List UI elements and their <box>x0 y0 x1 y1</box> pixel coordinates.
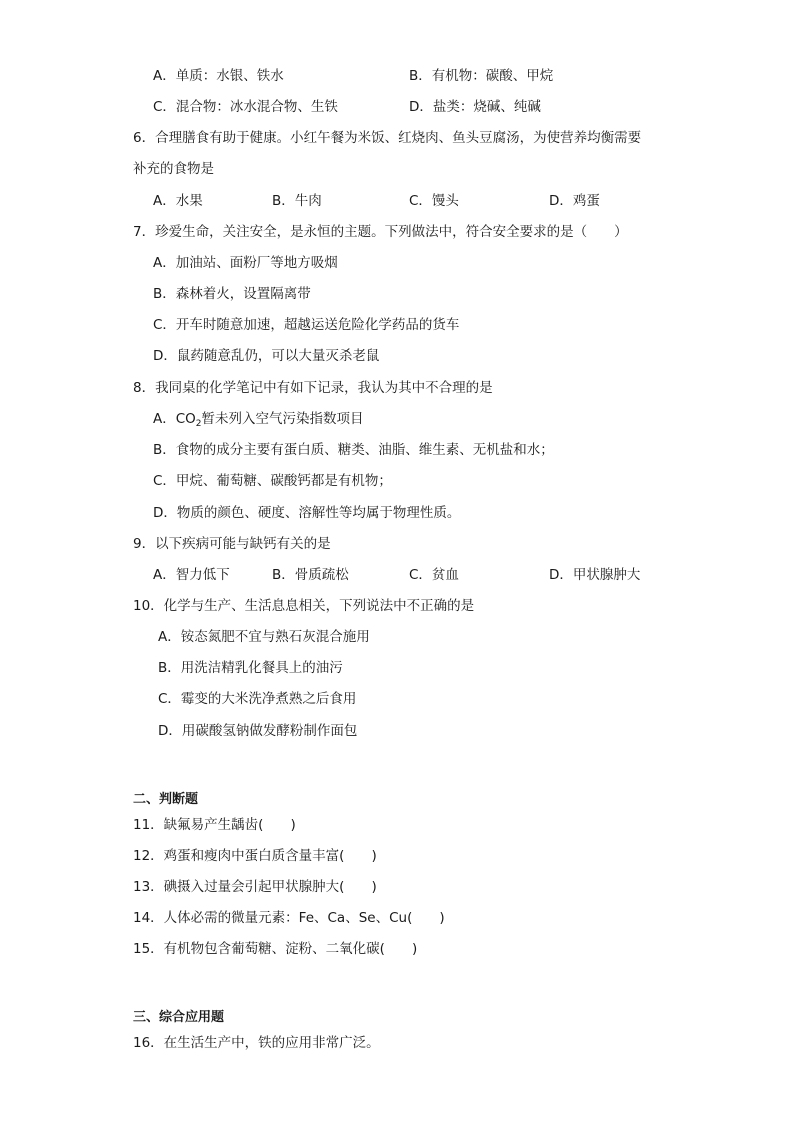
q10-option-c: C．霉变的大米洗净煮熟之后食用 <box>158 691 357 707</box>
q8-option-a-prefix: A．CO <box>153 411 196 427</box>
q8-option-d: D．物质的颜色、硬度、溶解性等均属于物理性质。 <box>153 505 461 521</box>
q9-option-b: B．骨质疏松 <box>272 567 349 583</box>
tf-item-15: 15．有机物包含葡萄糖、淀粉、二氧化碳( ) <box>133 941 418 957</box>
app-item-16: 16．在生活生产中，铁的应用非常广泛。 <box>133 1035 380 1051</box>
q9-stem: 9．以下疾病可能与缺钙有关的是 <box>133 536 331 552</box>
q5-option-a: A．单质：水银、铁水 <box>153 68 284 84</box>
q6-option-d: D．鸡蛋 <box>549 193 600 209</box>
q6-option-b: B．牛肉 <box>272 193 322 209</box>
section3-title: 三、综合应用题 <box>133 1010 225 1025</box>
q10-stem: 10．化学与生产、生活息息相关，下列说法中不正确的是 <box>133 598 475 614</box>
q8-option-a-suffix: 暂未列入空气污染指数项目 <box>201 411 364 427</box>
q10-option-d: D．用碳酸氢钠做发酵粉制作面包 <box>158 723 358 739</box>
q8-option-c: C．甲烷、葡萄糖、碳酸钙都是有机物； <box>153 473 392 489</box>
q6-stem-line2: 补充的食物是 <box>133 161 214 177</box>
q7-option-a: A．加油站、面粉厂等地方吸烟 <box>153 255 338 271</box>
q8-option-a-subscript: 2 <box>195 419 202 429</box>
q9-option-d: D．甲状腺肿大 <box>549 567 641 583</box>
tf-item-14: 14．人体必需的微量元素：Fe、Ca、Se、Cu( ) <box>133 910 445 926</box>
q7-option-d: D．鼠药随意乱仍，可以大量灭杀老鼠 <box>153 348 380 364</box>
q7-stem: 7．珍爱生命，关注安全，是永恒的主题。下列做法中，符合安全要求的是（ ） <box>133 224 628 240</box>
q8-option-b: B．食物的成分主要有蛋白质、糖类、油脂、维生素、无机盐和水； <box>153 442 554 458</box>
q8-stem: 8．我同桌的化学笔记中有如下记录，我认为其中不合理的是 <box>133 380 493 396</box>
q6-option-c: C．馒头 <box>409 193 459 209</box>
q5-option-c: C．混合物：冰水混合物、生铁 <box>153 99 338 115</box>
q10-option-b: B．用洗洁精乳化餐具上的油污 <box>158 660 343 676</box>
q7-option-b: B．森林着火，设置隔离带 <box>153 286 311 302</box>
q6-stem-line1: 6．合理膳食有助于健康。小红午餐为米饭、红烧肉、鱼头豆腐汤，为使营养均衡需要 <box>133 130 642 146</box>
q5-option-d: D．盐类：烧碱、纯碱 <box>409 99 541 115</box>
q8-option-a <box>153 410 364 433</box>
tf-item-11: 11．缺氟易产生龋齿( ) <box>133 817 296 833</box>
tf-item-13: 13．碘摄入过量会引起甲状腺肿大( ) <box>133 879 377 895</box>
q10-option-a: A．铵态氮肥不宜与熟石灰混合施用 <box>158 629 370 645</box>
tf-item-12: 12．鸡蛋和瘦肉中蛋白质含量丰富( ) <box>133 848 377 864</box>
q9-option-a: A．智力低下 <box>153 567 230 583</box>
section2-title: 二、判断题 <box>133 792 199 807</box>
q7-option-c: C．开车时随意加速，超越运送危险化学药品的货车 <box>153 317 460 333</box>
q6-option-a: A．水果 <box>153 193 203 209</box>
q9-option-c: C．贫血 <box>409 567 459 583</box>
q5-option-b: B．有机物：碳酸、甲烷 <box>409 68 554 84</box>
